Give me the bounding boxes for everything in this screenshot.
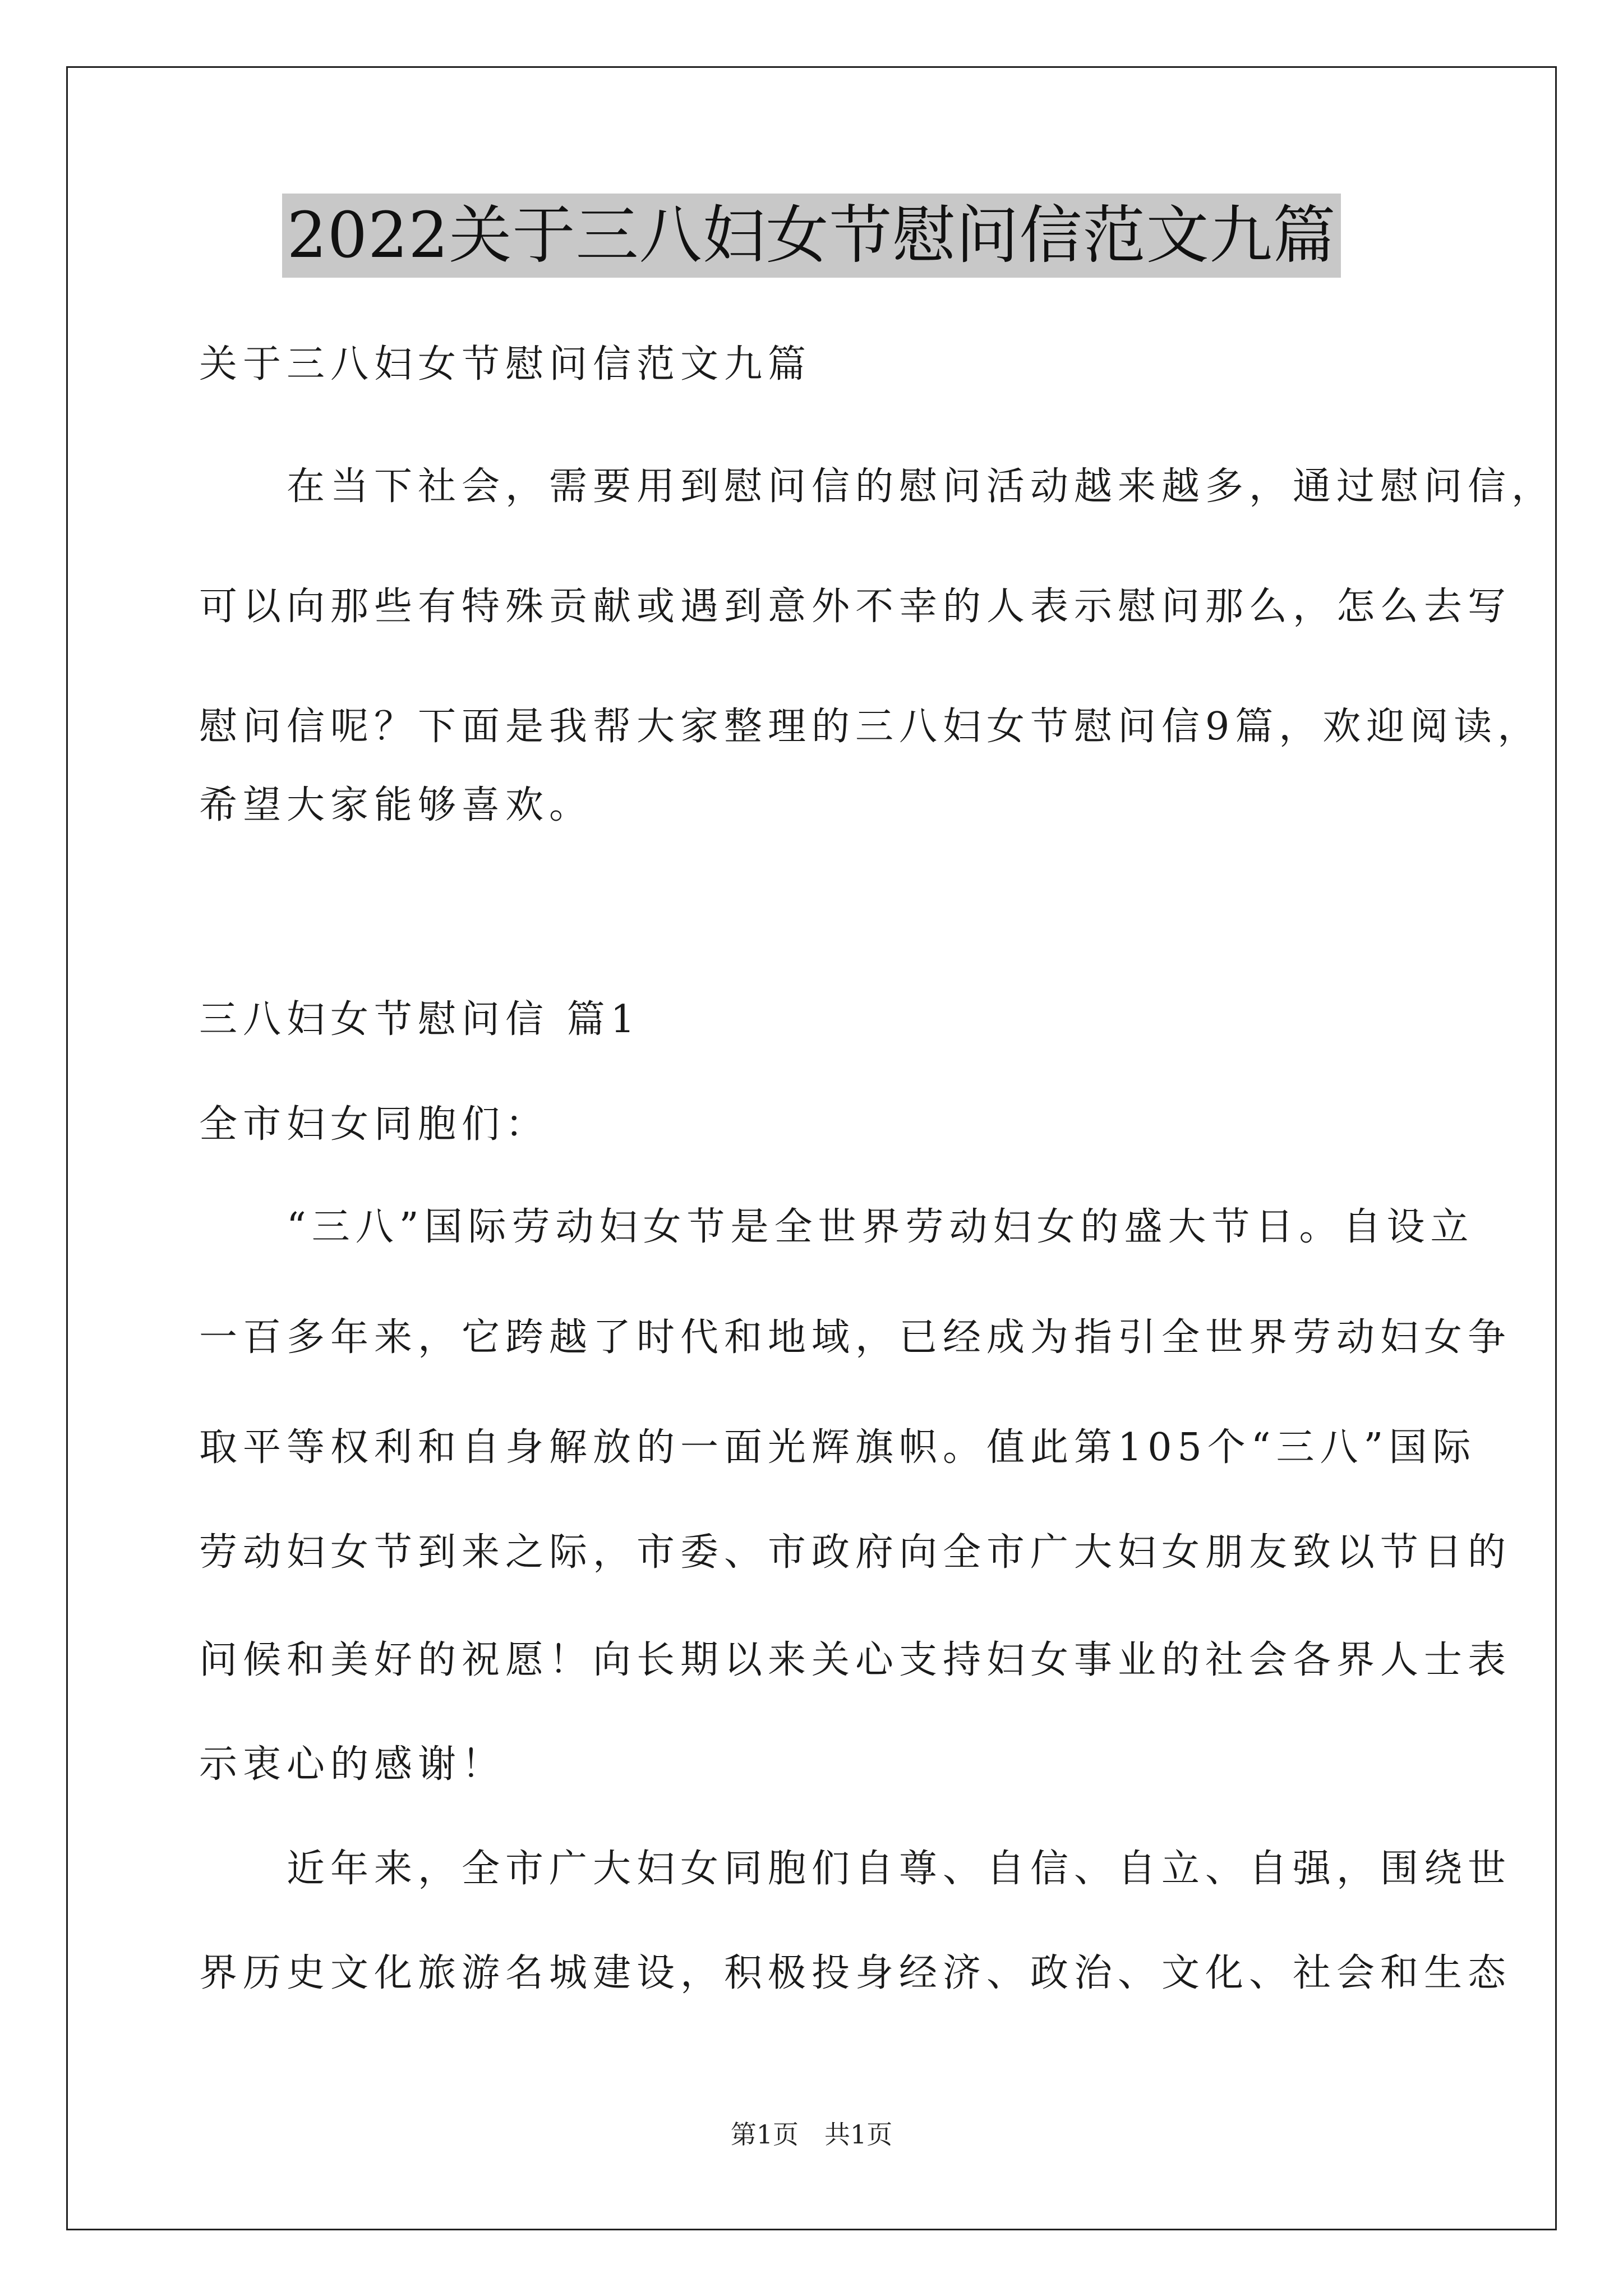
text-line: 关于三八妇女节慰问信范文九篇: [199, 342, 812, 386]
page-number: 第1页 共1页: [730, 2119, 893, 2150]
document-title: 2022关于三八妇女节慰问信范文九篇: [282, 194, 1340, 278]
text-line: 慰问信呢？下面是我帮大家整理的三八妇女节慰问信9篇，欢迎阅读，: [199, 705, 1542, 749]
text-line: 一百多年来，它跨越了时代和地域，已经成为指引全世界劳动妇女争: [199, 1315, 1512, 1360]
text-line: 在当下社会，需要用到慰问信的慰问活动越来越多，通过慰问信，: [199, 464, 1556, 509]
text-line: 可以向那些有特殊贡献或遇到意外不幸的人表示慰问那么，怎么去写: [199, 585, 1512, 629]
text-line: 近年来，全市广大妇女同胞们自尊、自信、自立、自强，围绕世: [199, 1847, 1512, 1891]
text-line: 示衷心的感谢！: [199, 1742, 506, 1787]
text-line: 界历史文化旅游名城建设，积极投身经济、政治、文化、社会和生态: [199, 1951, 1512, 1995]
text-line: 问候和美好的祝愿！向长期以来关心支持妇女事业的社会各界人士表: [199, 1638, 1512, 1682]
title-container: [0, 194, 1623, 278]
text-line: 劳动妇女节到来之际，市委、市政府向全市广大妇女朋友致以节日的: [199, 1530, 1512, 1575]
section-heading: 三八妇女节慰问信 篇1: [199, 997, 640, 1042]
page-footer: [0, 2118, 1623, 2151]
text-line: “三八”国际劳动妇女节是全世界劳动妇女的盛大节日。自设立: [199, 1205, 1474, 1249]
text-line: 希望大家能够喜欢。: [199, 783, 593, 827]
text-line: 取平等权利和自身解放的一面光辉旗帜。值此第105个“三八”国际: [199, 1425, 1477, 1470]
text-line: 全市妇女同胞们：: [199, 1102, 550, 1147]
